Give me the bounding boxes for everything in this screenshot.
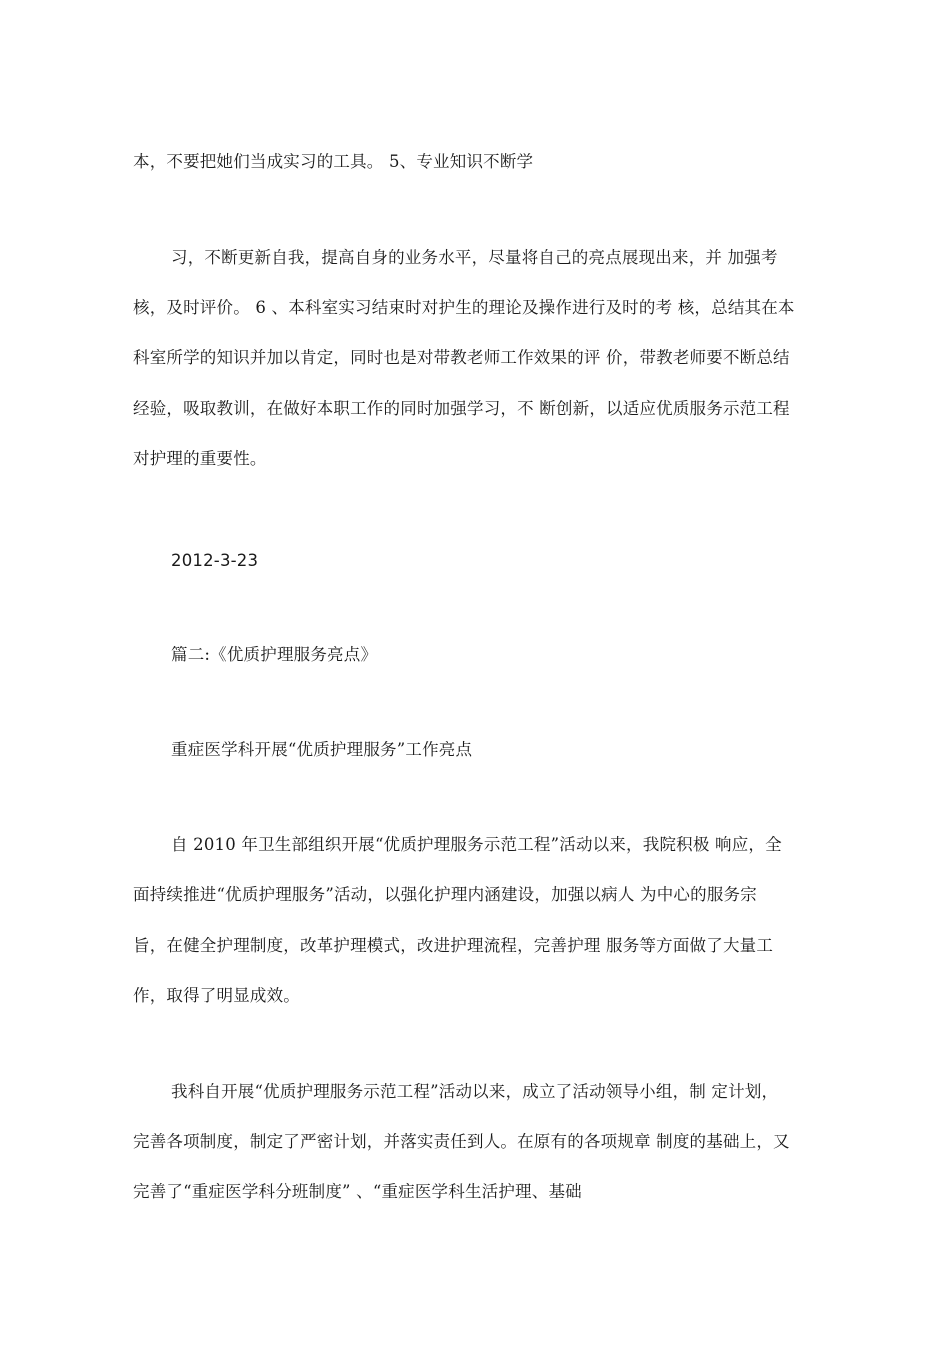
- paragraph-3-line-2: 面持续推进“优质护理服务”活动，以强化护理内涵建设，加强以病人 为中心的服务宗: [133, 885, 757, 904]
- paragraph-2-line-2: 核，及时评价。 6 、本科室实习结束时对护生的理论及操作进行及时的考 核，总结其在本: [133, 298, 795, 317]
- paragraph-1-line-1: 本，不要把她们当成实习的工具。 5、专业知识不断学: [133, 152, 534, 171]
- section-heading: 篇二:《优质护理服务亮点》: [171, 645, 378, 664]
- paragraph-3-line-4: 作，取得了明显成效。: [133, 986, 300, 1005]
- paragraph-4-line-2: 完善各项制度，制定了严密计划，并落实责任到人。在原有的各项规章 制度的基础上，又: [133, 1132, 790, 1151]
- paragraph-4-line-1: 我科自开展“优质护理服务示范工程”活动以来，成立了活动领导小组，制 定计划，: [171, 1082, 779, 1101]
- article-title: 重症医学科开展“优质护理服务”工作亮点: [171, 740, 473, 759]
- paragraph-2-line-1: 习，不断更新自我，提高自身的业务水平，尽量将自己的亮点展现出来，并 加强考: [171, 248, 778, 267]
- paragraph-4-line-3: 完善了“重症医学科分班制度” 、“重症医学科生活护理、基础: [133, 1182, 582, 1201]
- paragraph-3-line-1: 自 2010 年卫生部组织开展“优质护理服务示范工程”活动以来，我院积极 响应，全: [171, 835, 782, 854]
- date-line: 2012-3-23: [171, 551, 259, 570]
- paragraph-2-line-4: 经验，吸取教训，在做好本职工作的同时加强学习，不 断创新，以适应优质服务示范工程: [133, 399, 790, 418]
- paragraph-2-line-3: 科室所学的知识并加以肯定，同时也是对带教老师工作效果的评 价，带教老师要不断总结: [133, 348, 790, 367]
- paragraph-3-line-3: 旨，在健全护理制度，改革护理模式，改进护理流程，完善护理 服务等方面做了大量工: [133, 936, 774, 955]
- paragraph-2-line-5: 对护理的重要性。: [133, 449, 267, 468]
